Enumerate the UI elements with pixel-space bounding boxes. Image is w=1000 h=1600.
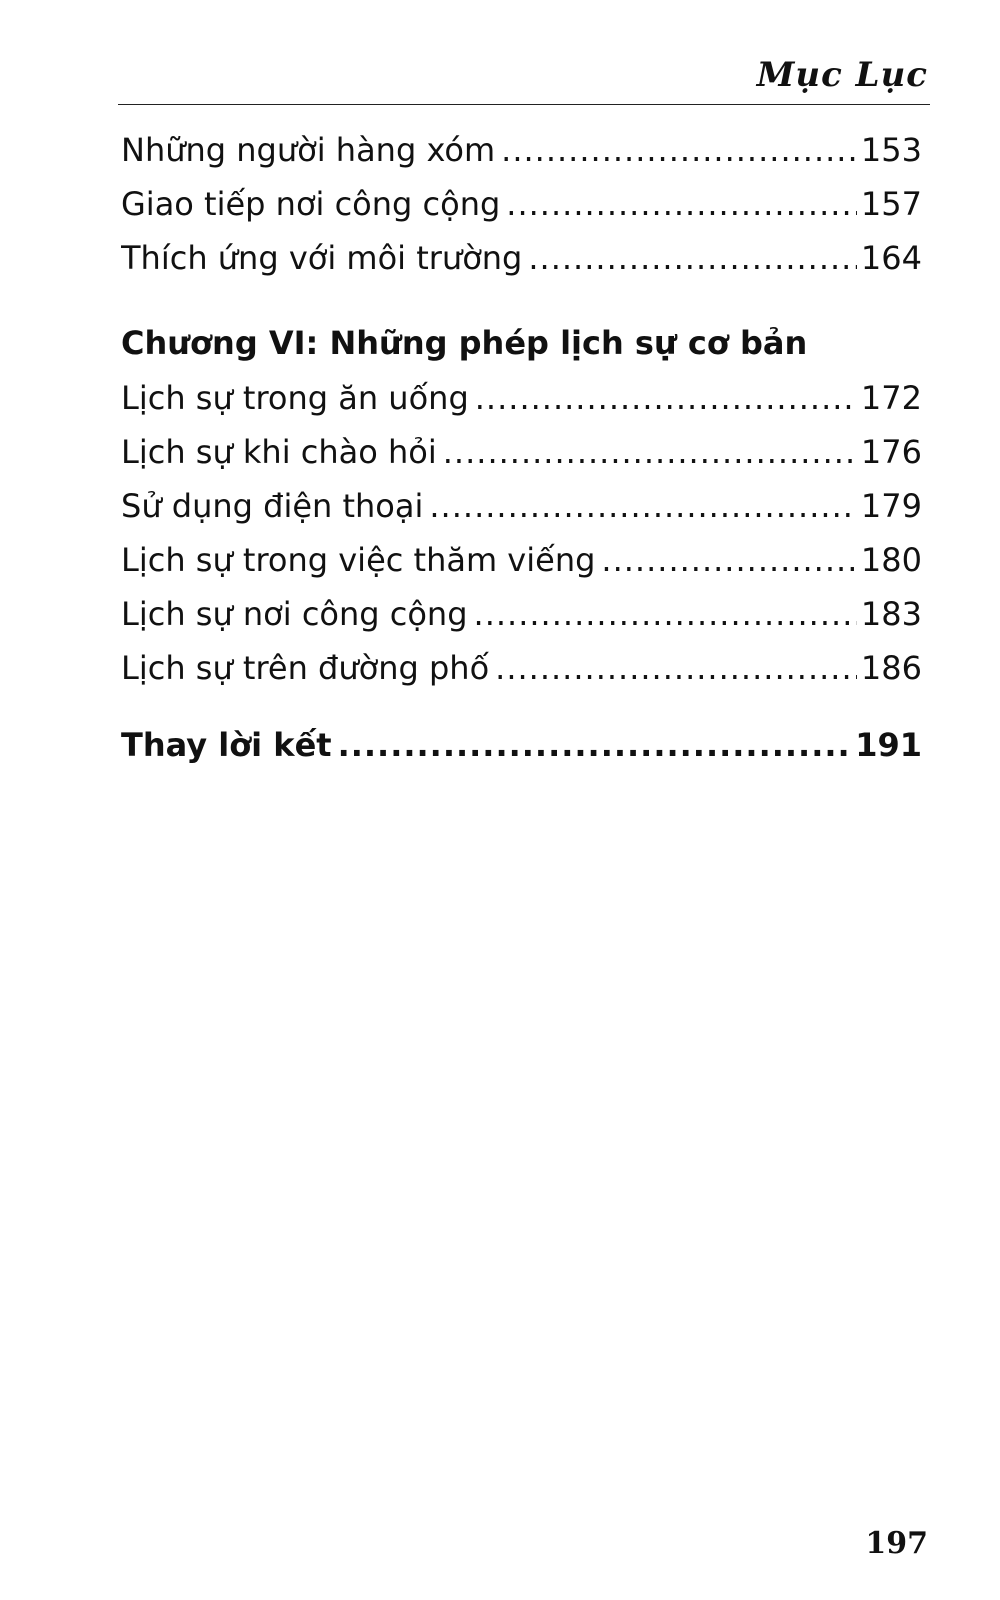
running-title: Mục Lục [756,55,928,95]
toc-entry-page: 191 [855,726,922,764]
toc-entry[interactable] [121,483,922,529]
chapter-heading: Chương VI: Những phép lịch sự cơ bản [121,324,808,362]
toc-entry[interactable] [121,537,922,583]
dot-leader [528,235,857,281]
dot-leader [495,645,857,691]
dot-leader [338,722,852,768]
toc-entry-label: Sử dụng điện thoại [121,487,424,525]
toc-entry-label: Lịch sự khi chào hỏi [121,433,437,471]
toc-entry-label: Lịch sự trên đường phố [121,649,490,687]
toc-entry[interactable] [121,127,922,173]
toc-entry[interactable] [121,591,922,637]
toc-entry-closing[interactable] [121,722,922,768]
page-number: 197 [865,1526,928,1561]
toc-entry-page: 153 [860,131,922,169]
toc-entry-label: Những người hàng xóm [121,131,496,169]
dot-leader [501,127,857,173]
dot-leader [429,483,857,529]
toc-entry[interactable] [121,181,922,227]
toc-entry-page: 180 [860,541,922,579]
toc-entry[interactable] [121,375,922,421]
toc-entry-page: 176 [860,433,922,471]
toc-entry[interactable] [121,429,922,475]
toc-entry-label: Giao tiếp nơi công cộng [121,185,501,223]
toc-entry-page: 172 [860,379,922,417]
dot-leader [601,537,857,583]
toc-entry-label: Lịch sự trong ăn uống [121,379,469,417]
toc-entry-page: 157 [860,185,922,223]
toc-entry-label: Lịch sự nơi công cộng [121,595,468,633]
toc-entry-page: 164 [860,239,922,277]
dot-leader [506,181,857,227]
toc-entry[interactable] [121,645,922,691]
toc-entry-label: Thay lời kết [121,726,332,764]
toc-entry-label: Lịch sự trong việc thăm viếng [121,541,596,579]
dot-leader [475,375,857,421]
toc-entry-label: Thích ứng với môi trường [121,239,523,277]
toc-entry-page: 183 [860,595,922,633]
toc-entry[interactable] [121,235,922,281]
toc-entry-page: 179 [860,487,922,525]
dot-leader [443,429,857,475]
toc-entry-page: 186 [860,649,922,687]
running-header [118,52,930,105]
dot-leader [474,591,857,637]
